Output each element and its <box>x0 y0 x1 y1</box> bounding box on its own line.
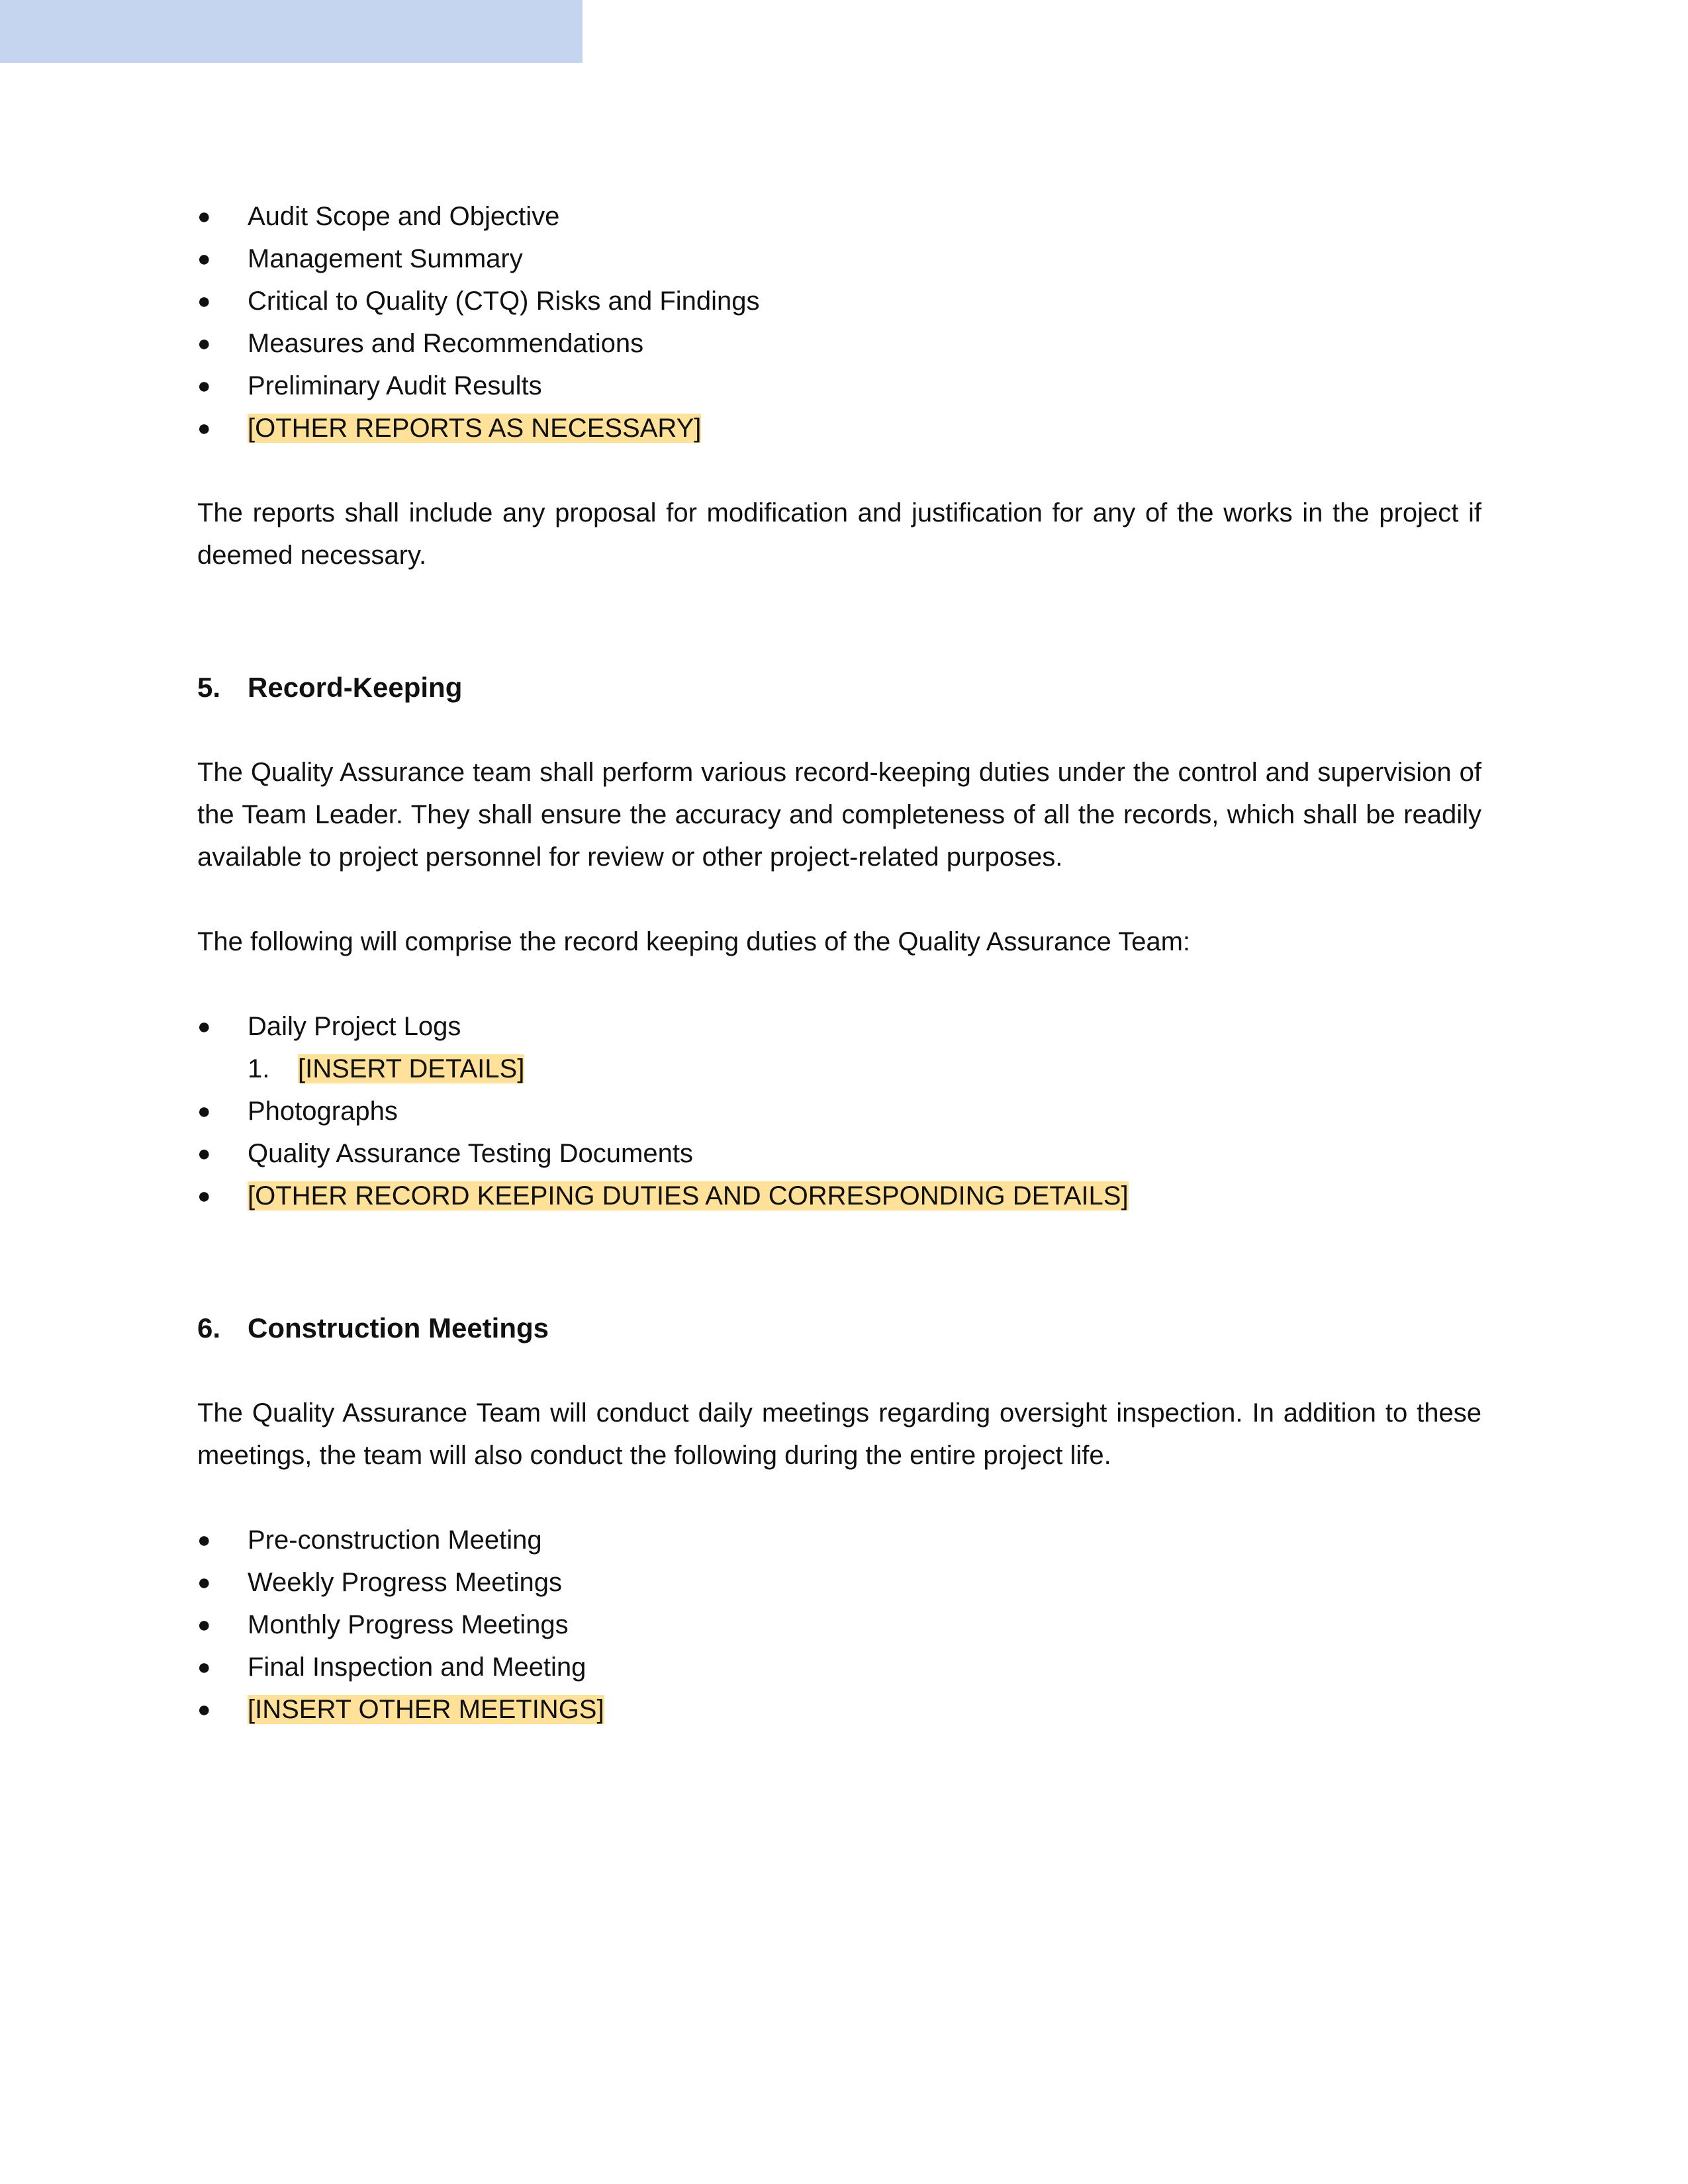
list-item: ● Daily Project Logs <box>197 1005 1481 1048</box>
list-item: ● Photographs <box>197 1090 1481 1132</box>
record-keeping-list <box>197 1005 1481 1217</box>
bullet-icon: ● <box>197 373 211 398</box>
bullet-icon: ● <box>197 416 211 441</box>
header-band <box>0 0 583 63</box>
section-title: Construction Meetings <box>248 1312 549 1343</box>
section-heading-record-keeping <box>197 666 1481 709</box>
list-item: ● Monthly Progress Meetings <box>197 1604 1481 1646</box>
list-item: ● Critical to Quality (CTQ) Risks and Findings <box>197 280 1481 322</box>
list-item: ● Measures and Recommendations <box>197 322 1481 365</box>
list-item: ● Weekly Progress Meetings <box>197 1561 1481 1604</box>
bullet-icon: ● <box>197 1655 211 1680</box>
section-number: 6. <box>197 1312 221 1343</box>
bullet-icon: ● <box>197 1527 211 1553</box>
sub-number: 1. <box>248 1054 270 1083</box>
reports-list <box>197 195 1481 449</box>
reports-paragraph: The reports shall include any proposal for modification and justification for any of the works in the project if deemed necessary. <box>197 498 1481 570</box>
list-item: ● Pre-construction Meeting <box>197 1519 1481 1561</box>
bullet-icon: ● <box>197 1697 211 1722</box>
placeholder-highlight: [INSERT DETAILS] <box>298 1054 525 1083</box>
section-number: 5. <box>197 672 221 703</box>
record-keeping-intro: The following will comprise the record keeping duties of the Quality Assurance Team: <box>197 927 1191 956</box>
bullet-icon: ● <box>197 1570 211 1595</box>
placeholder-highlight: [OTHER REPORTS AS NECESSARY] <box>248 414 702 443</box>
section-heading-construction-meetings <box>197 1307 1481 1349</box>
placeholder-highlight: [INSERT OTHER MEETINGS] <box>248 1695 604 1724</box>
list-item <box>197 1688 1481 1731</box>
document-page <box>197 195 1481 1731</box>
record-keeping-paragraph: The Quality Assurance team shall perform various record-keeping duties under the control and supervision of the Team Leader. They shall ensure the accuracy and completeness of all the records, which shall be readily available to project personnel for review or other project-related purposes. <box>197 758 1481 872</box>
meetings-list <box>197 1519 1481 1731</box>
list-item: ● Quality Assurance Testing Documents <box>197 1132 1481 1175</box>
section-title: Record-Keeping <box>248 672 463 703</box>
construction-meetings-paragraph: The Quality Assurance Team will conduct daily meetings regarding oversight inspection. In addition to these meetings, the team will also conduct the following during the entire project life. <box>197 1398 1481 1470</box>
bullet-icon: ● <box>197 331 211 356</box>
bullet-icon: ● <box>197 1099 211 1124</box>
bullet-icon: ● <box>197 1014 211 1039</box>
bullet-icon: ● <box>197 289 211 314</box>
list-subitem <box>197 1048 1481 1090</box>
list-item: ● Audit Scope and Objective <box>197 195 1481 238</box>
list-item <box>197 1175 1481 1217</box>
bullet-icon: ● <box>197 204 211 229</box>
list-item <box>197 407 1481 449</box>
placeholder-highlight: [OTHER RECORD KEEPING DUTIES AND CORRESPONDING DETAILS] <box>248 1181 1129 1210</box>
bullet-icon: ● <box>197 1183 211 1208</box>
bullet-icon: ● <box>197 246 211 271</box>
list-item: ● Preliminary Audit Results <box>197 365 1481 407</box>
bullet-icon: ● <box>197 1612 211 1637</box>
bullet-icon: ● <box>197 1141 211 1166</box>
list-item: ● Final Inspection and Meeting <box>197 1646 1481 1688</box>
list-item: ● Management Summary <box>197 238 1481 280</box>
